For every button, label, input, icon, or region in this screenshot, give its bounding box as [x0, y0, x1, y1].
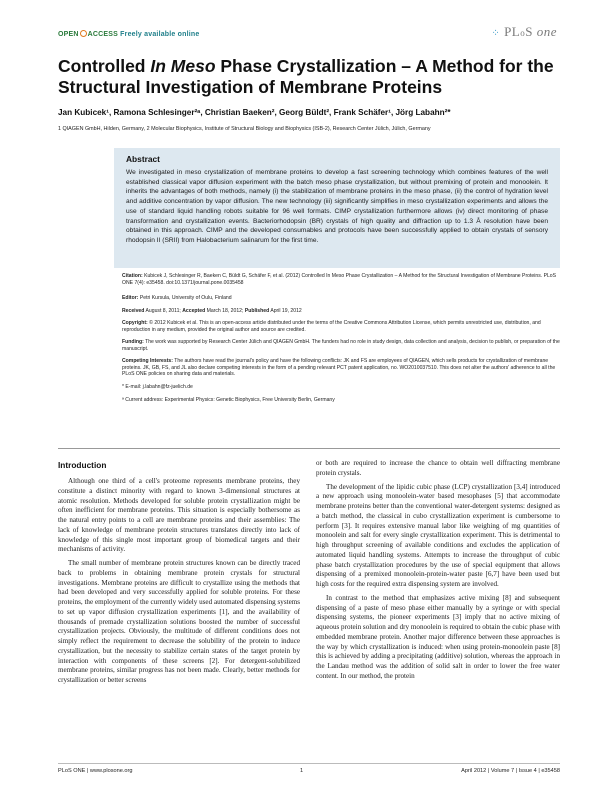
- footer-issue: April 2012 | Volume 7 | Issue 4 | e35458: [461, 768, 560, 774]
- corresponding-email: * E-mail: j.labahn@fz-juelich.de: [122, 384, 193, 390]
- left-column: [58, 477, 300, 686]
- copyright: Copyright: © 2012 Kubicek et al. This is an open-access article distributed under the terms of the Creative Commons Attribution License, which permits unrestricted use, distribution, and reproduction in any medium, provided the original author and source are credited.: [122, 320, 541, 333]
- open-access-lock-icon: [80, 30, 87, 37]
- author-list: Jan Kubicek¹, Ramona Schlesinger²ᵃ, Christian Baeken², Georg Büldt², Frank Schäfer¹, Jörg Labahn²*: [58, 108, 451, 117]
- open-access-banner: OPEN ACCESS Freely available online: [58, 31, 200, 38]
- competing-interests: Competing Interests: The authors have read the journal's policy and have the following conflicts: JK and FS are employees of QIAGEN, which sells products for crystallization of membrane proteins. JK, GB, FS, and JL also declare competing interests in the form of a pending relevant PCT patent application, no. WO2010037510. This does not alter the authors' adherence to all the PLoS ONE policies on sharing data and materials.: [122, 358, 556, 378]
- affiliations: 1 QIAGEN GmbH, Hilden, Germany, 2 Molecular Biophysics, Institute of Structural Biology and Biophysics (ISB-2), Research Center Jülich, Jülich, Germany: [58, 126, 431, 132]
- paragraph: or both are required to increase the chance to obtain well diffracting membrane protein crystals.: [316, 459, 560, 477]
- citation: Citation: Kubicek J, Schlesinger R, Baeken C, Büldt G, Schäfer F, et al. (2012) Controlled In Meso Phase Crystallization – A Method for the Structural Investigation of Membrane Proteins. PLoS ONE 7(4): e35458. doi:10.1371/journal.pone.0035458: [122, 273, 557, 286]
- section-divider: [58, 448, 560, 449]
- freely-available-text: Freely available online: [120, 31, 200, 38]
- editor: Editor: Petri Kursula, University of Oulu, Finland: [122, 295, 232, 301]
- right-column: [316, 459, 560, 682]
- funding: Funding: The work was supported by Research Center Jülich and QIAGEN GmbH. The funders had no role in study design, data collection and analysis, decision to publish, or preparation of the manuscript.: [122, 339, 560, 352]
- paragraph: The development of the lipidic cubic phase (LCP) crystallization [3,4] introduced a new approach using monoolein-water based mesophases [5] that accommodate membrane proteins better than the conventional water-detergent systems: designed as a batch method, the classical in cubo crystallization experiment is cumbersome to perform [3]. It requires extensive manual labor like weighing of mg quantities of monoolein and salt for every single crystallization experiment. This is detrimental to high throughput screening of available conditions and excludes the application of automated liquid handling systems. Attempts to increase the throughput of cubic phase batch crystallization procedures by the use of special equipment that allows dispensing of a premixed monoolein-protein-water paste [6,7] have been used but high costs for the required extra dispensing system are involved.: [316, 482, 560, 588]
- paragraph: Although one third of a cell's proteome represents membrane proteins, they constitute a distinct minority with regard to known 3-dimensional structures at atomic resolution. Methods developed for soluble protein crystallization might be often inefficient for membrane proteins. This situation is especially bothersome as the natural entry points to a cell are membrane proteins and their assemblies: The lack of knowledge of membrane protein structures translates directly into lack of knowledge of this single most important group of biomedical targets and their mechanisms of activity.: [58, 477, 300, 554]
- paragraph: The small number of membrane protein structures known can be directly traced back to problems in obtaining membrane protein crystals for structural investigations. Membrane proteins are difficult to crystallize using the methods that had been developed and very successfully applied for soluble proteins. For these proteins, the employment of the currently widely used automated dispensing systems to set up vapor diffusion crystallization experiments [1], and the availability of thousands of premade crystallization solutions boosted the number of successful crystallization projects. Obviously, the multitude of different conditions does not simply reflect the requirement to decrease the solubility of the protein to induce crystallization, but the necessity to stabilize certain states of the target protein by interaction with components of these screens [2]. For detergent-solubilized membrane proteins, similar progress has not been made. Clearly, better methods for crystallization or better screens: [58, 559, 300, 684]
- footer-divider: [58, 763, 560, 764]
- journal-logo: ⁘ PLoS one: [491, 24, 557, 39]
- page-number: 1: [300, 768, 304, 774]
- article-title: Controlled In Meso Phase Crystallization – A Method for the Structural Investigation of Membrane Proteins: [58, 56, 554, 97]
- current-address: ª Current address: Experimental Physics: Genetic Biophysics, Free University Berlin, Germany: [122, 397, 335, 403]
- footer-journal: PLoS ONE | www.plosone.org: [58, 768, 133, 774]
- introduction-heading: Introduction: [58, 460, 107, 470]
- dates: Received August 8, 2011; Accepted March 18, 2012; Published April 19, 2012: [122, 308, 302, 314]
- abstract-heading: Abstract: [126, 154, 160, 164]
- abstract-text: We investigated in meso crystallization of membrane proteins to develop a fast screening technology which combines features of the well established classical vapor diffusion experiment with the batch meso phase crystallization, but without premixing of protein and monoolein. It inherits the advantages of both methods, namely (i) the stabilization of membrane proteins in the meso phase, (ii) the control of hydration level and additive concentration by vapor diffusion. The new technology (iii) significantly simplifies in meso crystallization experiments and allows the use of standard liquid handling robots suitable for 96 well formats. CIMP crystallization furthermore allows (iv) direct monitoring of phase transformation and crystallization events. Bacteriorhodopsin (BR) crystals of high quality and diffraction up to 1.3 Å resolution have been obtained in this approach. CIMP and the developed consumables and protocols have been successfully applied to obtain crystals of sensory rhodopsin II (SRII) from Halobacterium salinarum for the first time.: [126, 169, 548, 244]
- paragraph: In contrast to the method that emphasizes active mixing [8] and subsequent dispensing of a paste of meso phase either manually by a syringe or with special dispensing systems, the pioneer experiments [3] imply that no active mixing of aqueous protein solution and dry monoolein is required to obtain the cubic phase with embedded membrane protein. Another major difference between these approaches is the way by which crystallization is induced: when using protein-monoolein paste [8] this is achieved by adding a precipitating (additive) solution, whereas the approach in the Landau method was the addition of solid salt in order to lower the free water content. In our method, the protein: [316, 593, 560, 680]
- abstract-box: [114, 148, 560, 268]
- logo-dots-icon: ⁘: [491, 28, 501, 39]
